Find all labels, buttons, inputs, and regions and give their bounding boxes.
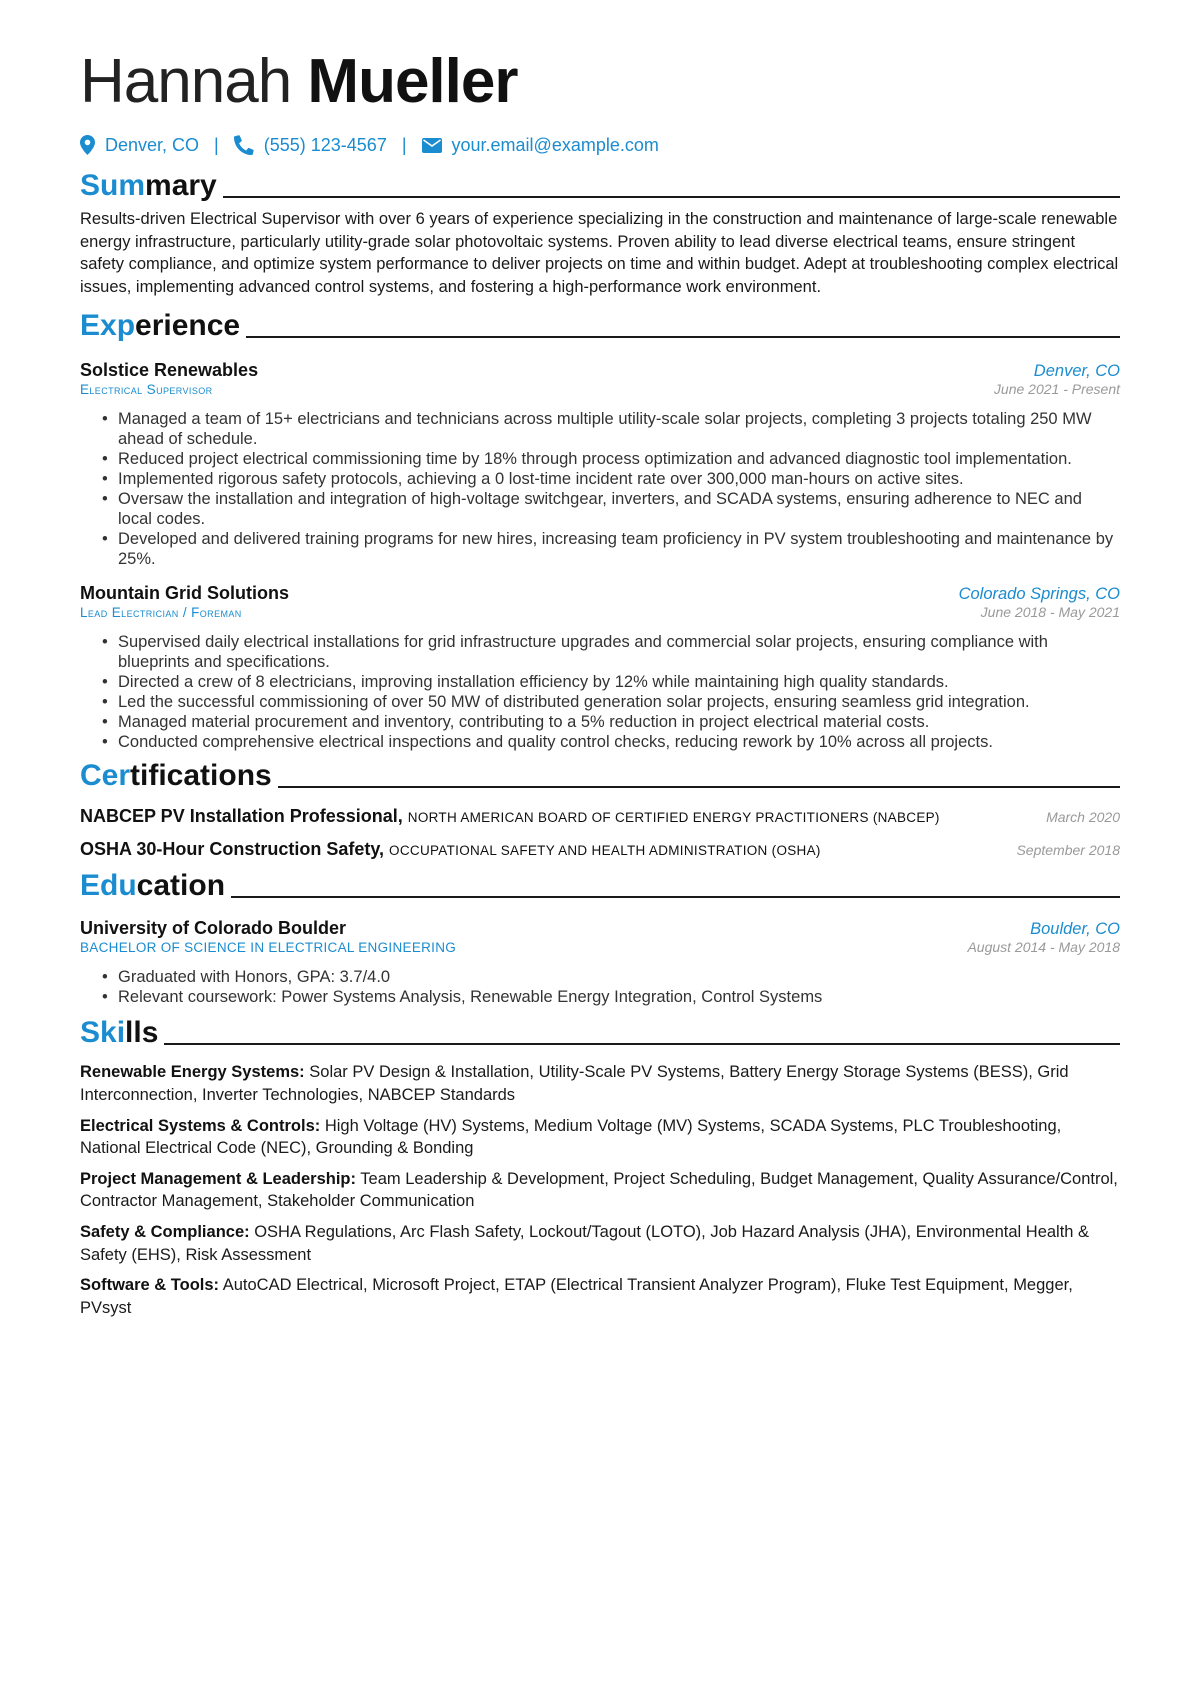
summary-text: Results-driven Electrical Supervisor with over 6 years of experience specializing in the construction and maintenance of large-scale renewable energy infrastructure, particularly utility-grade solar photovoltaic systems. Proven ability to lead diverse electrical teams, ensure stringent safety compliance, and optimize system performance to deliver projects on time and within budget. Adept at troubleshooting complex electrical issues, implementing advanced control systems, and fostering a high-performance work environment. [80, 210, 1119, 296]
skill-list: AutoCAD Electrical, Microsoft Project, ETAP (Electrical Transient Analyzer Program), Fluke Test Equipment, Megger, PVsyst [80, 1276, 1073, 1317]
job-title: Lead Electrician / Foreman [80, 605, 242, 621]
skill-list: Solar PV Design & Installation, Utility-Scale PV Systems, Battery Energy Storage Systems (BESS), Grid Interconnection, Inverter Technologies, NABCEP Standards [80, 1063, 1069, 1104]
envelope-icon [422, 138, 442, 153]
list-item: • Led the successful commissioning of over 50 MW of distributed generation solar projects, ensuring seamless grid integration. [102, 692, 1120, 712]
education-heading [80, 868, 1120, 904]
education-dates: August 2014 - May 2018 [967, 939, 1120, 956]
certification-item: OSHA 30-Hour Construction Safety, OCCUPATIONAL SAFETY AND HEALTH ADMINISTRATION (OSHA) September 2018 [80, 839, 1120, 860]
education-entry [80, 918, 1120, 1007]
section-divider [278, 786, 1120, 788]
cert-date: September 2018 [1016, 842, 1120, 859]
skill-label: Project Management & Leadership: [80, 1169, 356, 1188]
skill-group [80, 1061, 1120, 1106]
section-divider [223, 196, 1120, 198]
list-item: • Graduated with Honors, GPA: 3.7/4.0 [102, 967, 1120, 987]
skill-group [80, 1221, 1120, 1266]
job-dates: June 2021 - Present [993, 381, 1120, 398]
company-name: Solstice Renewables [80, 360, 259, 381]
phone-icon [234, 135, 254, 155]
list-item: • Relevant coursework: Power Systems Analysis, Renewable Energy Integration, Control Systems [102, 987, 1120, 1007]
section-title: Experience [80, 309, 241, 343]
resume-page [80, 42, 1120, 1319]
skill-label: Electrical Systems & Controls: [80, 1116, 321, 1135]
skill-label: Renewable Energy Systems: [80, 1063, 305, 1082]
certifications-heading [80, 758, 1120, 794]
phone-text: (555) 123-4567 [263, 134, 387, 155]
list-item: • Directed a crew of 8 electricians, improving installation efficiency by 12% while maintaining high quality standards. [102, 672, 1120, 692]
contact-separator: | [214, 134, 219, 155]
location-text: Denver, CO [105, 134, 200, 155]
section-divider [164, 1043, 1120, 1045]
contact-separator: | [401, 134, 407, 155]
cert-title: NABCEP PV Installation Professional [80, 806, 398, 827]
list-item: • Conducted comprehensive electrical inspections and quality control checks, reducing rework by 10% across all projects. [102, 732, 1120, 752]
contact-location [80, 135, 199, 156]
skill-list: High Voltage (HV) Systems, Medium Voltage (MV) Systems, SCADA Systems, PLC Troubleshooting, National Electrical Code (NEC), Grounding & Bonding [80, 1116, 1062, 1158]
list-item: • Oversaw the installation and integration of high-voltage switchgear, inverters, and SCADA systems, ensuring adherence to NEC and local codes. [102, 489, 1120, 529]
map-pin-icon [80, 135, 95, 155]
skill-group [80, 1115, 1120, 1160]
skills-heading [80, 1015, 1120, 1051]
contact-email[interactable] [422, 135, 659, 156]
cert-issuer: NORTH AMERICAN BOARD OF CERTIFIED ENERGY PRACTITIONERS (NABCEP) [407, 810, 940, 826]
education-bullets [102, 967, 1120, 1007]
section-title: Summary [80, 169, 217, 202]
list-item: • Managed a team of 15+ electricians and technicians across multiple utility-scale solar projects, completing 3 projects totaling 250 MW ahead of schedule. [102, 409, 1120, 449]
skill-list: OSHA Regulations, Arc Flash Safety, Lockout/Tagout (LOTO), Job Hazard Analysis (JHA), Environmental Health & Safety (EHS), Risk Assessment [80, 1222, 1090, 1264]
degree: BACHELOR OF SCIENCE IN ELECTRICAL ENGINEERING [80, 940, 457, 956]
list-item: • Implemented rigorous safety protocols, achieving a 0 lost-time incident rate over 300,000 man-hours on active sites. [102, 469, 1120, 489]
skill-group [80, 1274, 1120, 1319]
contact-bar [80, 132, 1120, 158]
school-location: Boulder, CO [1030, 920, 1120, 939]
experience-heading [80, 308, 1120, 344]
skill-label: Software & Tools: [80, 1276, 220, 1295]
candidate-name [80, 42, 1120, 122]
list-item: • Reduced project electrical commissioning time by 18% through process optimization and advanced diagnostic tool implementation. [102, 449, 1120, 469]
last-name: Mueller [307, 47, 518, 116]
job-entry [80, 360, 1120, 569]
cert-title: OSHA 30-Hour Construction Safety [80, 839, 380, 860]
job-bullets [102, 632, 1120, 752]
skill-group [80, 1168, 1120, 1213]
skill-label: Safety & Compliance: [80, 1222, 250, 1241]
section-divider [231, 896, 1120, 898]
list-item: • Managed material procurement and inventory, contributing to a 5% reduction in project electrical material costs. [102, 712, 1120, 732]
section-title: Certifications [80, 759, 272, 793]
section-title: Education [80, 869, 226, 903]
job-bullets [102, 409, 1120, 569]
email-link[interactable]: your.email@example.com [451, 134, 659, 155]
contact-phone[interactable] [234, 135, 387, 156]
list-item: • Developed and delivered training programs for new hires, increasing team proficiency in PV system troubleshooting and maintenance by 25%. [102, 529, 1120, 569]
cert-issuer: OCCUPATIONAL SAFETY AND HEALTH ADMINISTRATION (OSHA) [389, 843, 821, 859]
job-location: Denver, CO [1033, 362, 1120, 381]
certification-item: NABCEP PV Installation Professional, NORTH AMERICAN BOARD OF CERTIFIED ENERGY PRACTITIONERS (NABCEP) March 2020 [80, 806, 1120, 827]
list-item: • Supervised daily electrical installations for grid infrastructure upgrades and commercial solar projects, ensuring compliance with blueprints and specifications. [102, 632, 1120, 672]
section-divider [246, 336, 1120, 338]
job-entry [80, 583, 1120, 752]
job-title: Electrical Supervisor [80, 382, 213, 398]
job-dates: June 2018 - May 2021 [980, 604, 1120, 621]
summary-heading [80, 168, 1120, 204]
company-name: Mountain Grid Solutions [80, 583, 289, 604]
first-name: Hannah [80, 47, 292, 116]
section-title: Skills [80, 1016, 159, 1050]
job-location: Colorado Springs, CO [958, 585, 1120, 604]
cert-date: March 2020 [1046, 809, 1120, 826]
school-name: University of Colorado Boulder [80, 918, 347, 939]
skill-list: Team Leadership & Development, Project Scheduling, Budget Management, Quality Assurance/Control, Contractor Management, Stakeholder Communication [80, 1169, 1118, 1211]
